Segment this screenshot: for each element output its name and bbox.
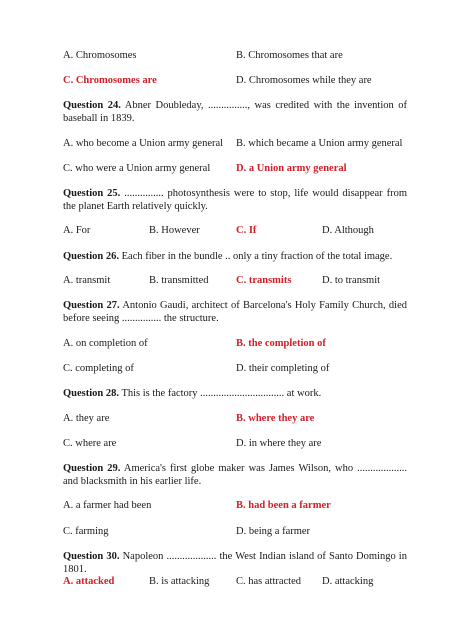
- option-a-answer: A. attacked: [63, 576, 115, 587]
- question-text: America's first globe maker was James Wilson, who ................... and blacksmith in his earlier life.: [63, 463, 407, 487]
- question-number: Question 30.: [63, 551, 120, 562]
- question-30: [63, 550, 407, 576]
- question-26: [63, 250, 407, 263]
- question-text: Each fiber in the bundle .. only a tiny fraction of the total image.: [119, 251, 393, 262]
- option-a: A. on completion of: [63, 338, 148, 349]
- option-d-answer: D. a Union army general: [236, 163, 347, 174]
- question-28: [63, 387, 407, 400]
- option-a: A. a farmer had been: [63, 500, 152, 511]
- option-b: B. which became a Union army general: [236, 138, 403, 149]
- option-b-answer: B. the completion of: [236, 338, 326, 349]
- option-d: D. Although: [322, 225, 374, 236]
- option-a: A. For: [63, 225, 91, 236]
- option-c: C. completing of: [63, 363, 134, 374]
- question-27: [63, 299, 407, 325]
- option-c-answer: C. If: [236, 225, 257, 236]
- question-29: [63, 462, 407, 488]
- question-24: [63, 99, 407, 125]
- question-text: This is the factory ................................ at work.: [119, 388, 322, 399]
- option-c: C. where are: [63, 438, 117, 449]
- option-d: D. in where they are: [236, 438, 322, 449]
- option-d: D. Chromosomes while they are: [236, 75, 372, 86]
- option-a: A. Chromosomes: [63, 50, 137, 61]
- option-a: A. they are: [63, 413, 110, 424]
- option-b: B. is attacking: [149, 576, 210, 587]
- option-c: C. farming: [63, 526, 109, 537]
- option-d: D. to transmit: [322, 275, 381, 286]
- option-d: D. attacking: [322, 576, 374, 587]
- question-text: Antonio Gaudi, architect of Barcelona's Holy Family Church, died before seeing ............... the structure.: [63, 300, 407, 324]
- option-c-answer: C. Chromosomes are: [63, 75, 157, 86]
- question-number: Question 28.: [63, 388, 120, 399]
- question-number: Question 24.: [63, 100, 121, 111]
- question-text: Abner Doubleday, ..............., was credited with the invention of baseball in 1839.: [63, 100, 407, 124]
- option-b: B. transmitted: [149, 275, 209, 286]
- question-number: Question 25.: [63, 188, 121, 199]
- option-c-answer: C. transmits: [236, 275, 292, 286]
- question-number: Question 27.: [63, 300, 120, 311]
- option-d: D. being a farmer: [236, 526, 311, 537]
- option-b-answer: B. where they are: [236, 413, 315, 424]
- option-a: A. transmit: [63, 275, 111, 286]
- option-c: C. who were a Union army general: [63, 163, 211, 174]
- option-d: D. their completing of: [236, 363, 330, 374]
- option-b: B. Chromosomes that are: [236, 50, 343, 61]
- question-text: Napoleon ................... the West Indian island of Santo Domingo in 1801.: [63, 551, 407, 575]
- option-a: A. who become a Union army general: [63, 138, 224, 149]
- question-text: ............... photosynthesis were to stop, life would disappear from the planet Earth relatively quickly.: [63, 188, 407, 212]
- question-number: Question 26.: [63, 251, 120, 262]
- option-b: B. However: [149, 225, 200, 236]
- option-c: C. has attracted: [236, 576, 302, 587]
- question-25: [63, 187, 407, 213]
- option-b-answer: B. had been a farmer: [236, 500, 331, 511]
- question-number: Question 29.: [63, 463, 121, 474]
